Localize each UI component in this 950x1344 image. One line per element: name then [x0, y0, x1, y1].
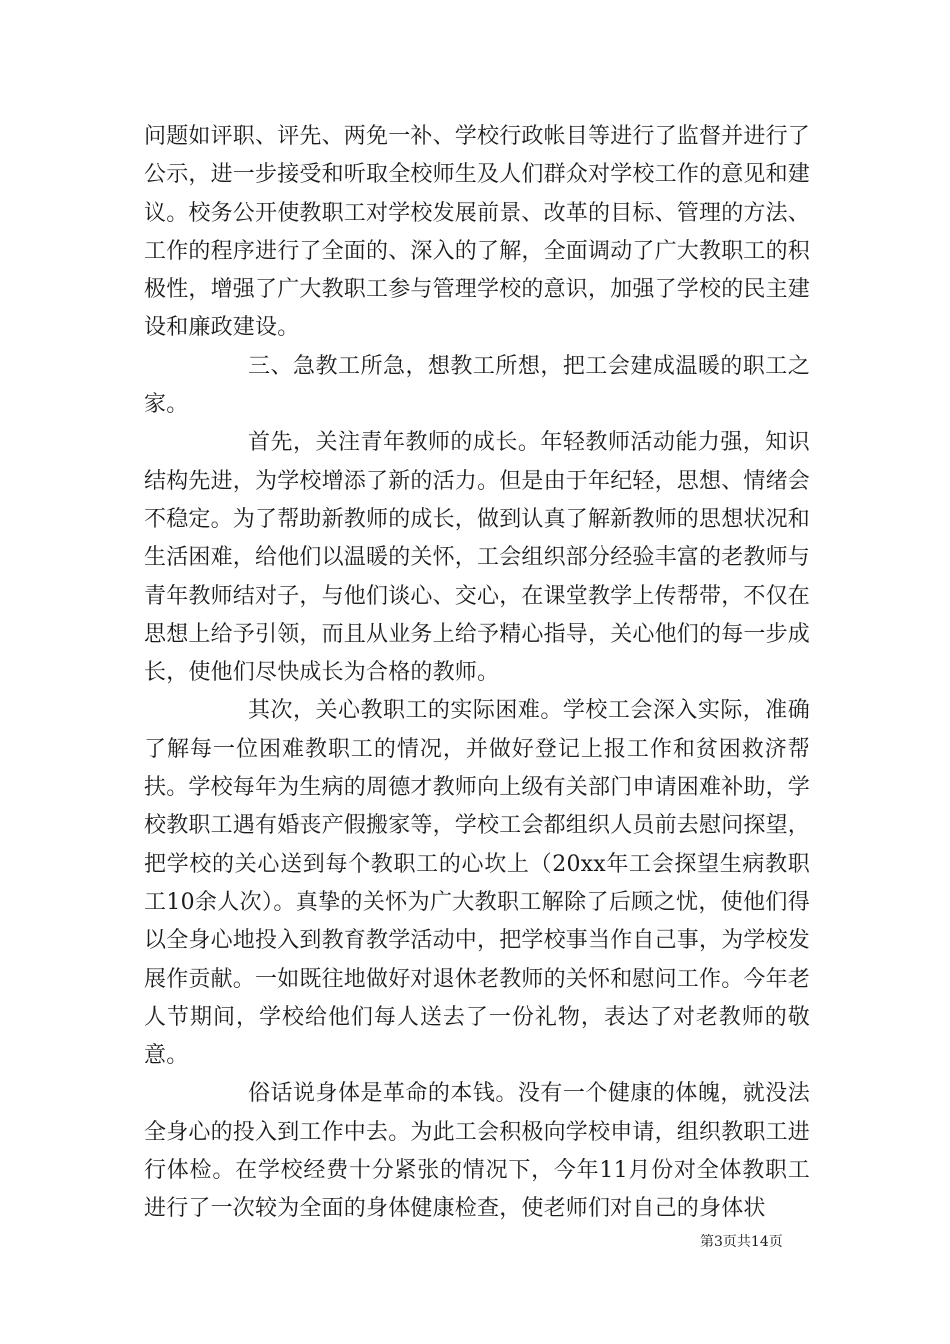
paragraph-health: 俗话说身体是革命的本钱。没有一个健康的体魄，就没法全身心的投入到工作中去。为此工会积极向学校申请，组织教职工进行体检。在学校经费十分紧张的情况下，今年11月份对全体教职工进行了一次较为全面的身体健康检查，使老师们对自己的身体状	[144, 1081, 811, 1222]
paragraph-young-teachers: 首先，关注青年教师的成长。年轻教师活动能力强，知识结构先进，为学校增添了新的活力。但是由于年纪轻，思想、情绪会不稳定。为了帮助新教师的成长，做到认真了解新教师的思想状况和生活困难，给他们以温暖的关怀，工会组织部分经验丰富的老教师与青年教师结对子，与他们谈心、交心，在课堂教学上传帮带，不仅在思想上给予引领，而且从业务上给予精心指导，关心他们的每一步成长，使他们尽快成长为合格的教师。	[144, 430, 811, 686]
page-footer: 第3页共14页	[700, 1234, 783, 1250]
paragraph-difficulties: 其次，关心教职工的实际困难。学校工会深入实际，准确了解每一位困难教职工的情况，并做好登记上报工作和贫困救济帮扶。学校每年为生病的周德才教师向上级有关部门申请困难补助，学校教职工遇有婚丧产假搬家等，学校工会都组织人员前去慰问探望，把学校的关心送到每个教职工的心坎上（20xx年工会探望生病教职工10余人次）。真挚的关怀为广大教职工解除了后顾之忧，使他们得以全身心地投入到教育教学活动中，把学校事当作自己事，为学校发展作贡献。一如既往地做好对退休老教师的关怀和慰问工作。今年老人节期间，学校给他们每人送去了一份礼物，表达了对老教师的敬意。	[144, 698, 811, 1069]
document-body	[144, 118, 810, 1229]
paragraph-continuation: 问题如评职、评先、两免一补、学校行政帐目等进行了监督并进行了公示，进一步接受和听取全校师生及人们群众对学校工作的意见和建议。校务公开使教职工对学校发展前景、改革的目标、管理的方法、工作的程序进行了全面的、深入的了解，全面调动了广大教职工的积极性，增强了广大教职工参与管理学校的意识，加强了学校的民主建设和廉政建设。	[144, 124, 811, 341]
section-heading: 三、急教工所急，想教工所想，把工会建成温暖的职工之家。	[144, 353, 810, 418]
